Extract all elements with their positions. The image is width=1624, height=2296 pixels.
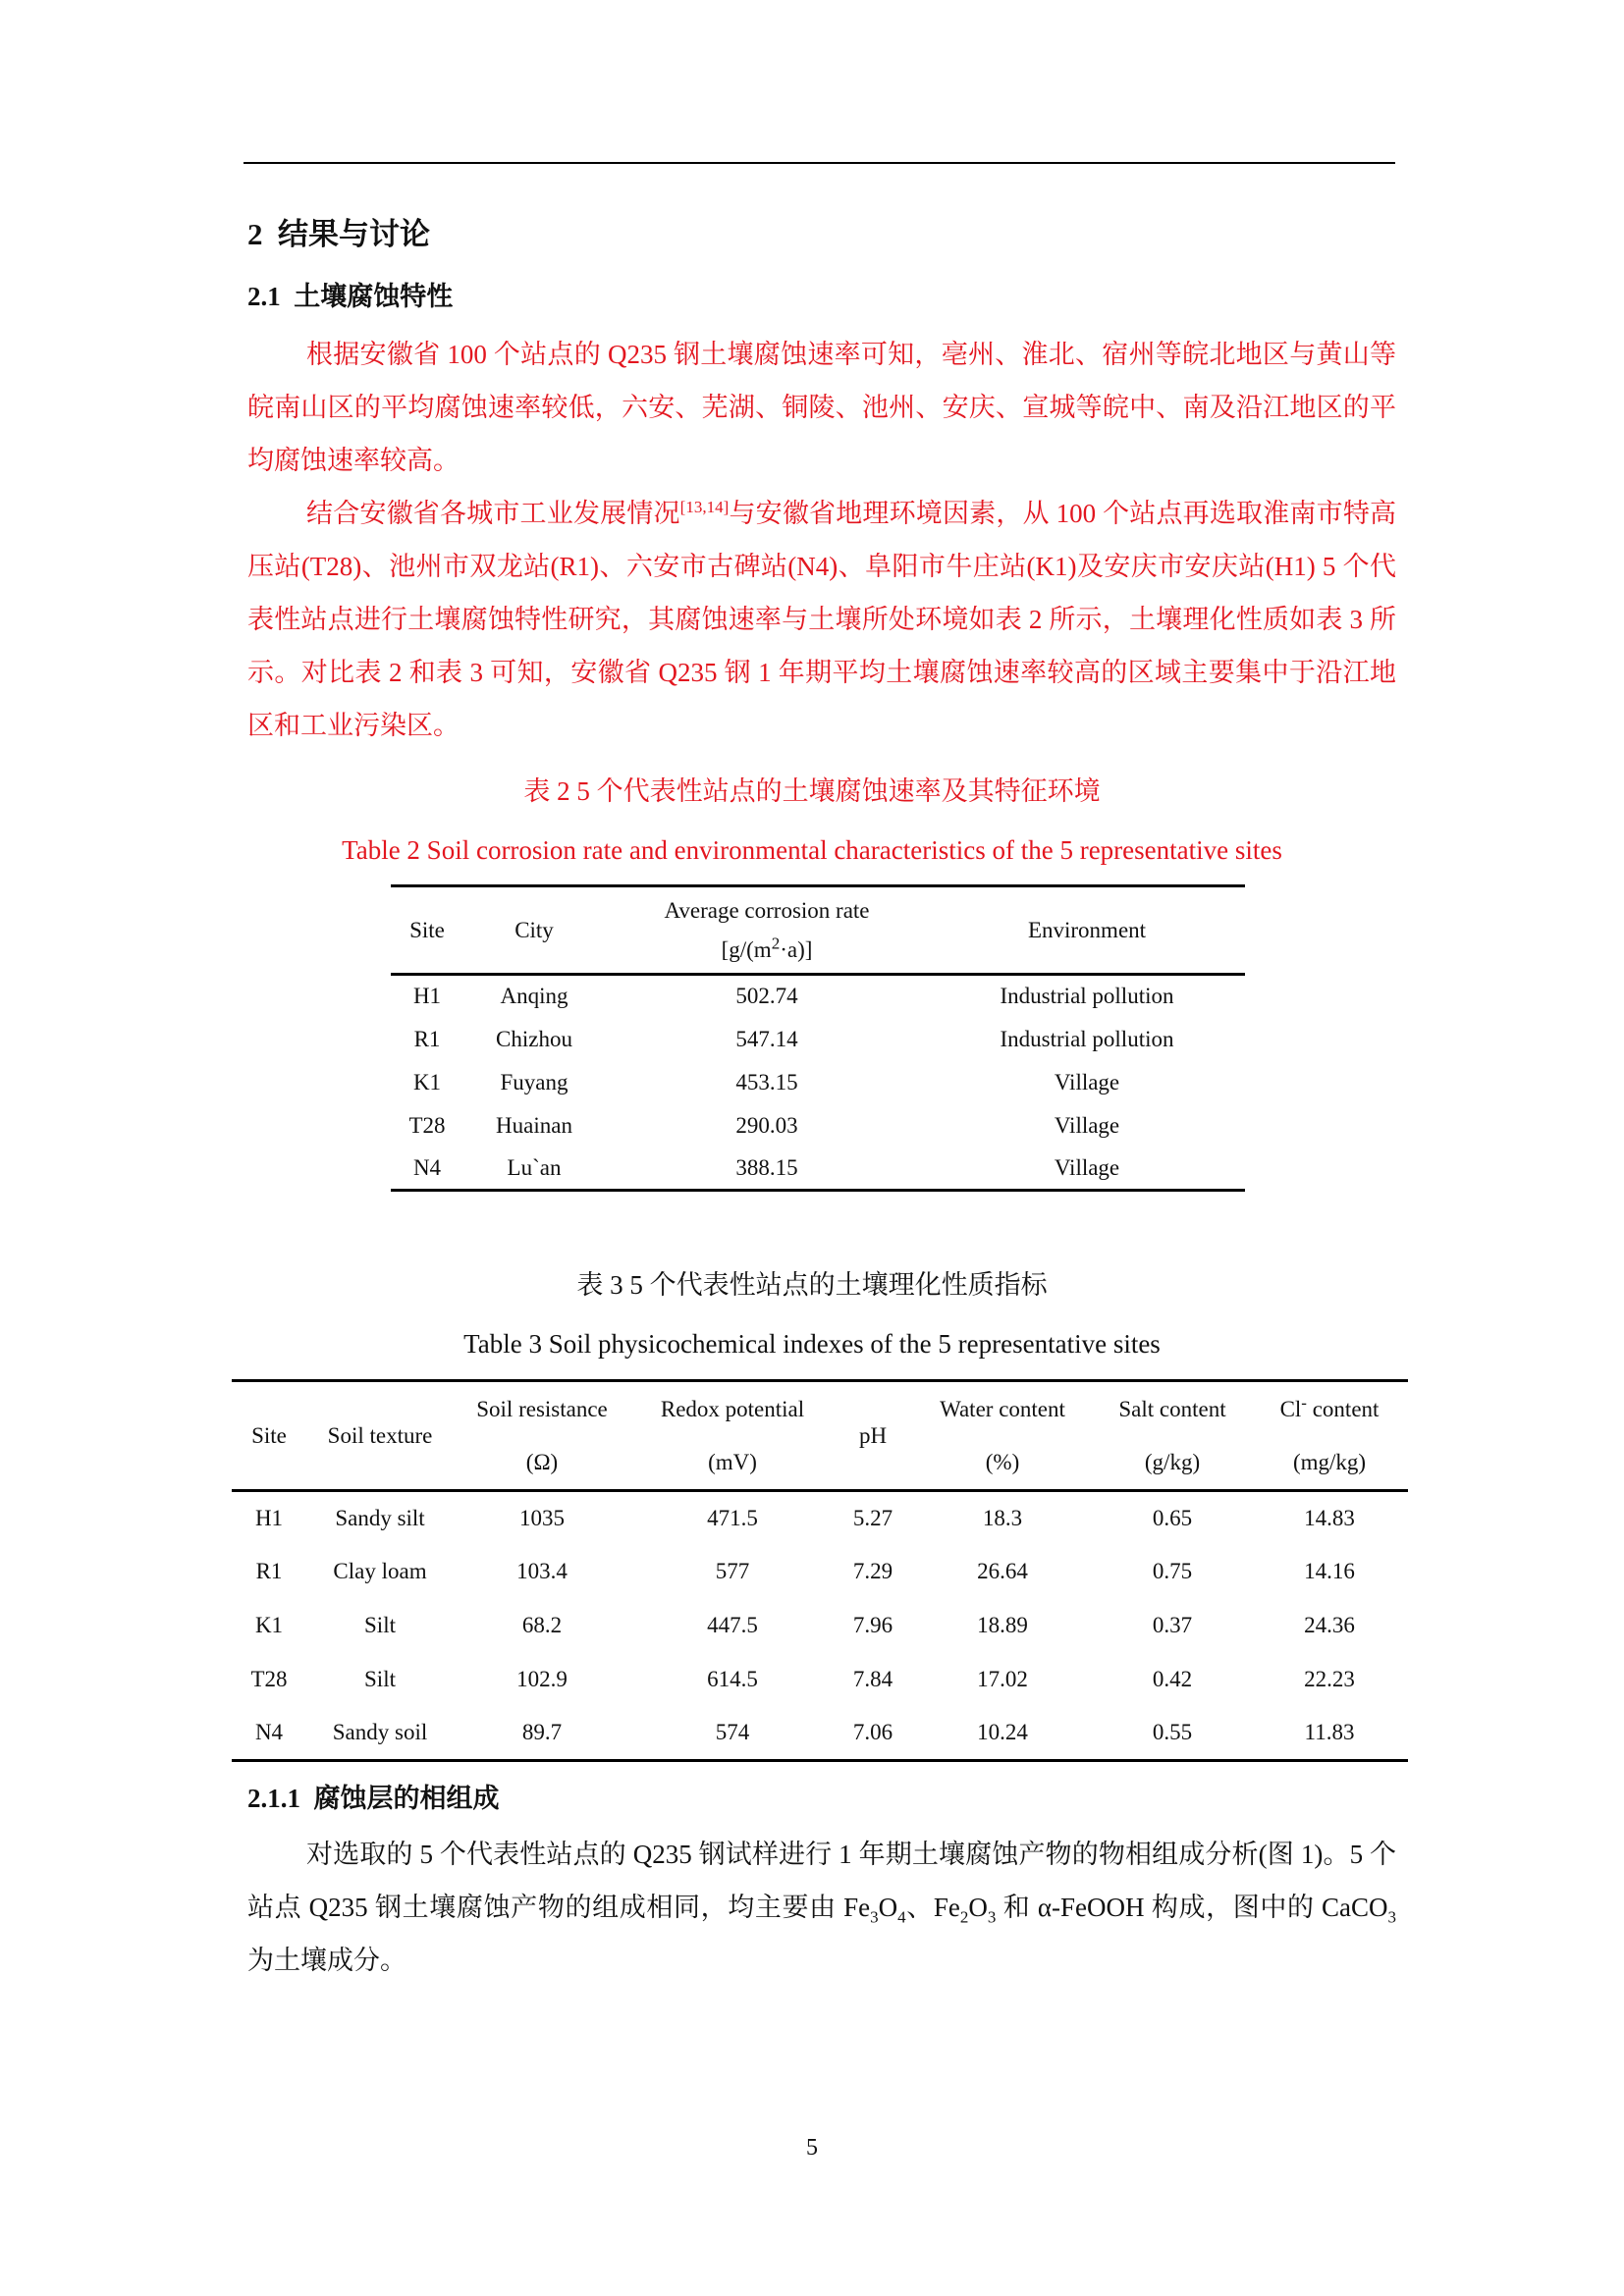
table-cell: 7.06 <box>852 1720 893 1745</box>
table-cell: 5.27 <box>852 1505 893 1530</box>
table-row <box>232 1653 1408 1707</box>
table-cell: R1 <box>255 1559 283 1583</box>
table-cell: N4 <box>254 1720 284 1745</box>
table2-caption-en: Table 2 Soil corrosion rate and environmental characteristics of the 5 representative sites <box>342 835 1282 865</box>
table-cell: 26.64 <box>977 1559 1028 1583</box>
citation: [13,14] <box>679 498 730 516</box>
table-cell: 22.23 <box>1304 1667 1355 1691</box>
table-cell: 18.89 <box>977 1613 1028 1637</box>
table-cell: 577 <box>715 1559 750 1583</box>
subsection-heading: 2.1 土壤腐蚀特性 <box>247 282 454 311</box>
table-cell: 7.96 <box>852 1613 893 1637</box>
table-cell: Village <box>1054 1154 1120 1180</box>
table-cell: K1 <box>412 1069 442 1095</box>
table-cell: 447.5 <box>707 1613 758 1637</box>
header-rate: Average corrosion rate $[g/(m^2\cdot a)]$ <box>664 897 870 962</box>
table-cell: H1 <box>412 984 442 1009</box>
table-cell: Clay loam <box>333 1559 427 1583</box>
table-cell: 17.02 <box>977 1667 1028 1691</box>
paragraph-3: 对选取的 5 个代表性站点的 Q235 钢试样进行 1 年期土壤腐蚀产物的物相组成分析(图 1)。5 个站点 Q235 钢土壤腐蚀产物的组成相同，均主要由 $Fe_3O_4$、$Fe_2O_3$ 和 α-FeOOH 构成，图中的 CaCO$_3$ 为土壤成分。 <box>247 1840 1397 1975</box>
table-cell: Industrial pollution <box>1000 1026 1174 1051</box>
table-cell: 547.14 <box>735 1026 798 1051</box>
table-cell: Anqing <box>500 984 568 1009</box>
table-cell: 0.37 <box>1152 1613 1193 1637</box>
table-cell: 0.65 <box>1152 1505 1193 1530</box>
header-redox: Redox potential (mV) <box>660 1396 805 1474</box>
header-cl: Cl- content (mg/kg) <box>1279 1392 1380 1474</box>
table-row <box>232 1545 1408 1599</box>
table-cell: Silt <box>364 1613 396 1637</box>
table-cell: Village <box>1054 1112 1120 1138</box>
table-cell: H1 <box>254 1505 284 1530</box>
table-cell: Sandy silt <box>335 1505 425 1530</box>
paragraph-2: 结合安徽省各城市工业发展情况[13,14]与安徽省地理环境因素，从 100 个站点再选取淮南市特高压站(T28)、池州市双龙站(R1)、六安市古碑站(N4)、阜阳市牛庄站(K1)及安庆市安庆站(H1) 5 个代表性站点进行土壤腐蚀特性研究，其腐蚀速率与土壤所处环境如表 2 所示，土壤理化性质如表 3 所示。对比表 2 和表 3 可知，安徽省 Q235 钢 1 年期平均土壤腐蚀速率较高的区域主要集中于沿江地区和工业污染区。 <box>247 498 1397 740</box>
table-cell: 10.24 <box>977 1720 1028 1745</box>
table-cell: 102.9 <box>516 1667 568 1691</box>
table-cell: Industrial pollution <box>1000 984 1174 1009</box>
table-cell: 574 <box>715 1720 750 1745</box>
table-cell: K1 <box>254 1613 284 1637</box>
table-cell: 453.15 <box>735 1069 798 1095</box>
table-cell: 290.03 <box>735 1112 798 1138</box>
table-cell: 24.36 <box>1304 1613 1355 1637</box>
table-cell: 0.75 <box>1152 1559 1193 1583</box>
header-site: Site <box>251 1422 287 1448</box>
table-cell: 14.83 <box>1304 1505 1355 1530</box>
header-environment: Environment <box>1027 917 1147 942</box>
table-row <box>391 1148 1245 1191</box>
table-cell: 0.55 <box>1152 1720 1193 1745</box>
table-cell: N4 <box>412 1154 442 1180</box>
table-cell: 18.3 <box>982 1505 1023 1530</box>
table-row <box>232 1599 1408 1653</box>
section-heading: 2 结果与讨论 <box>247 217 430 251</box>
paragraph-1: 根据安徽省 100 个站点的 Q235 钢土壤腐蚀速率可知，亳州、淮北、宿州等皖北地区与黄山等皖南山区的平均腐蚀速率较低，六安、芜湖、铜陵、池州、安庆、宣城等皖中、南及沿江地区的平均腐蚀速率较高。 <box>247 340 1396 475</box>
table-row <box>391 1104 1245 1148</box>
table3-caption-cn: 表 3 5 个代表性站点的土壤理化性质指标 <box>576 1270 1048 1300</box>
table-header <box>391 886 1245 975</box>
table-cell: 11.83 <box>1304 1720 1355 1745</box>
table-cell: T28 <box>250 1667 288 1691</box>
table-cell: 388.15 <box>735 1154 798 1180</box>
table-cell: 89.7 <box>521 1720 563 1745</box>
table-cell: Chizhou <box>496 1026 572 1051</box>
table-3 <box>232 1379 1408 1762</box>
table2-caption-cn: 表 2 5 个代表性站点的土壤腐蚀速率及其特征环境 <box>523 776 1101 806</box>
header-texture: Soil texture <box>327 1422 433 1448</box>
table-cell: Sandy soil <box>332 1720 428 1745</box>
table-row <box>232 1491 1408 1545</box>
page-number: 5 <box>806 2135 818 2161</box>
table-cell: 0.42 <box>1152 1667 1193 1691</box>
table-header <box>232 1381 1408 1491</box>
table-cell: 614.5 <box>707 1667 758 1691</box>
table-cell: T28 <box>408 1112 446 1138</box>
table3-caption-en: Table 3 Soil physicochemical indexes of the 5 representative sites <box>463 1329 1161 1359</box>
table-cell: Lu`an <box>507 1154 562 1180</box>
table-cell: 502.74 <box>735 984 798 1009</box>
table-cell: 7.29 <box>852 1559 893 1583</box>
table-cell: 103.4 <box>516 1559 568 1583</box>
table-cell: R1 <box>413 1026 441 1051</box>
table-row <box>391 975 1245 1018</box>
table-cell: 1035 <box>519 1505 565 1530</box>
subsubsection-heading: 2.1.1 腐蚀层的相组成 <box>247 1784 500 1813</box>
header-resistance: Soil resistance (Ω) <box>476 1396 608 1474</box>
table-cell: 68.2 <box>521 1613 563 1637</box>
table-row <box>391 1018 1245 1061</box>
table-cell: Village <box>1054 1069 1120 1095</box>
header-ph: pH <box>858 1422 888 1448</box>
header-city: City <box>514 917 554 942</box>
table-2 <box>391 884 1245 1192</box>
table-cell: Huainan <box>496 1112 572 1138</box>
header-salt: Salt content (g/kg) <box>1118 1396 1226 1474</box>
table-cell: Fuyang <box>500 1069 568 1095</box>
table-cell: 471.5 <box>707 1505 758 1530</box>
header-rule <box>244 162 1395 164</box>
header-water: Water content (%) <box>940 1396 1065 1474</box>
table-row <box>391 1061 1245 1104</box>
table-cell: Silt <box>364 1667 396 1691</box>
table-row <box>232 1707 1408 1761</box>
header-site: Site <box>409 917 445 942</box>
table-cell: 14.16 <box>1304 1559 1355 1583</box>
table-cell: 7.84 <box>852 1667 893 1691</box>
